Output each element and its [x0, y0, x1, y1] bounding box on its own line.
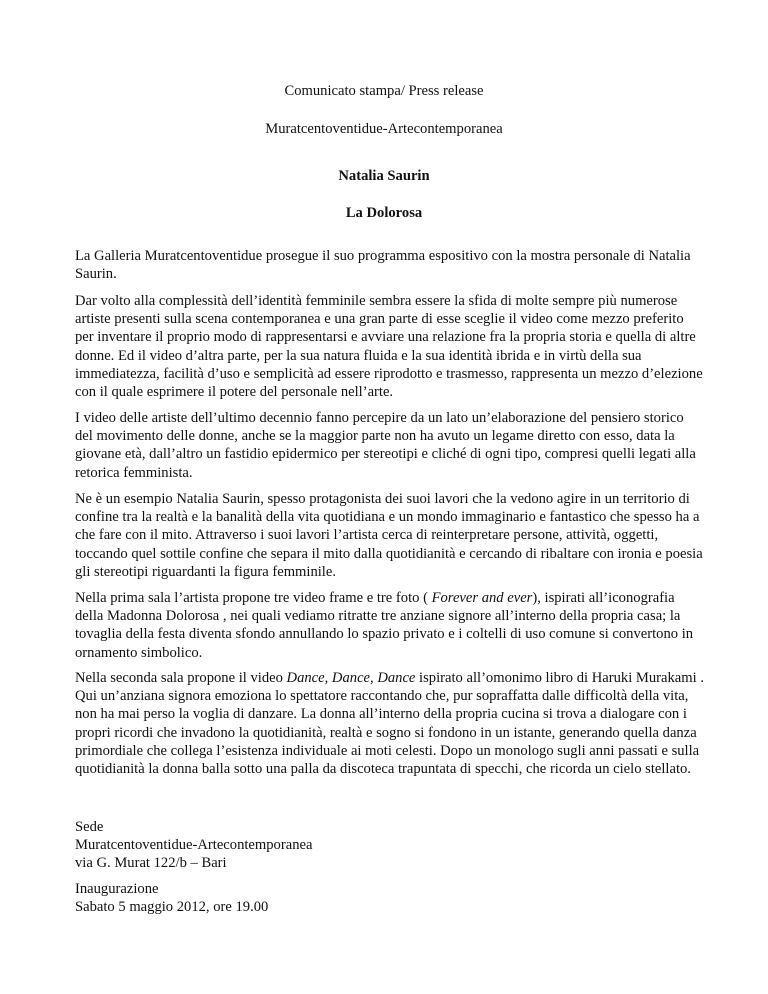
paragraph-natalia-saurin: Ne è un esempio Natalia Saurin, spesso protagonista dei suoi lavori che la vedono agire in un territorio di confine tra la realtà e la banalità della vita quotidiana e un mondo immaginario e fantastico che spesso ha a che fare con il mito. Attraverso i suoi lavori l’artista cerca di reinterpretare persone, attività, oggetti, toccando quel sottile confine che separa il mito dalla quotidianità e cercando di ribaltare con ironia e poesia gli stereotipi riguardanti la figura femminile. — [75, 491, 703, 580]
paragraph-intro: La Galleria Muratcentoventidue prosegue il suo programma espositivo con la mostra personale di Natalia Saurin. — [75, 248, 691, 283]
paragraph-identity: Dar volto alla complessità dell’identità femminile sembra essere la sfida di molte sempre più numerose artiste presenti sulla scena contemporanea e una gran parte di esse sceglie il video come mezzo preferito per inventare il proprio modo di rappresentarsi e avviare una relazione fra la propria storia e quella di altre donne. Ed il video d’altra parte, per la sua natura fluida e la sua identità ibrida e in virtù della sua immediatezza, facilità d’uso e semplicità ad essere riprodotto e trasmesso, rappresenta un mezzo d’elezione con il quale esprimere il potere del personale nell’arte. — [75, 293, 703, 401]
paragraph-video-artists: I video delle artiste dell’ultimo decennio fanno percepire da un lato un’elaborazione del pensiero storico del movimento delle donne, anche se la maggior parte non ha avuto un legame diretto con esso, data la giovane età, dall’altro un fastidio epidermico per stereotipi e cliché di ogni tipo, compresi quelli legati alla retorica femminista. — [75, 410, 696, 481]
venue-block — [75, 818, 575, 873]
work-title-forever-and-ever: Forever and ever — [431, 590, 533, 606]
paragraph-second-room: Nella seconda sala propone il video Dance, Dance, Dance ispirato all’omonimo libro di Haruki Murakami . Qui un’anziana signora emoziona lo spettatore raccontando che, pur sopraffatta dalle difficoltà della vita, non ha mai perso la voglia di danzare. La donna all’interno della propria cucina si trova a dialogare con i propri ricordi che invadono la quotidianità, realtà e sogno si fondono in un istante, generando quella danza primordiale che collega l’esistenza individuale ai moti celesti. Dopo un monologo sugli anni passati e sulla quotidianità la donna balla sotto una palla da discoteca trapuntata di specchi, che ricorda un cielo stellato. — [75, 670, 704, 778]
work-title-dance-dance-dance: Dance, Dance, Dance — [286, 670, 416, 686]
paragraph-first-room: Nella prima sala l’artista propone tre video frame e tre foto ( Forever and ever), ispirati all’iconografia della Madonna Dolorosa , nei quali vediamo ritratte tre anziane signore all’interno della propria casa; la tovaglia della festa diventa sfondo annullando lo spazio privato e i coltelli di uso comune si convertono in ornamento simbolico. — [75, 590, 694, 661]
exhibition-title: La Dolorosa — [345, 205, 423, 221]
opening-datetime: Sabato 5 maggio 2012, ore 19.00 — [75, 899, 269, 916]
opening-block — [75, 880, 575, 916]
opening-label: Inaugurazione — [75, 881, 159, 897]
header-press-release: Comunicato stampa/ Press release — [284, 83, 484, 99]
venue-label: Sede — [75, 819, 104, 835]
venue-address: via G. Murat 122/b – Bari — [75, 855, 227, 872]
artist-name: Natalia Saurin — [338, 168, 430, 184]
venue-name: Muratcentoventidue-Artecontemporanea — [75, 837, 313, 854]
header-gallery-name: Muratcentoventidue-Artecontemporanea — [265, 121, 503, 137]
